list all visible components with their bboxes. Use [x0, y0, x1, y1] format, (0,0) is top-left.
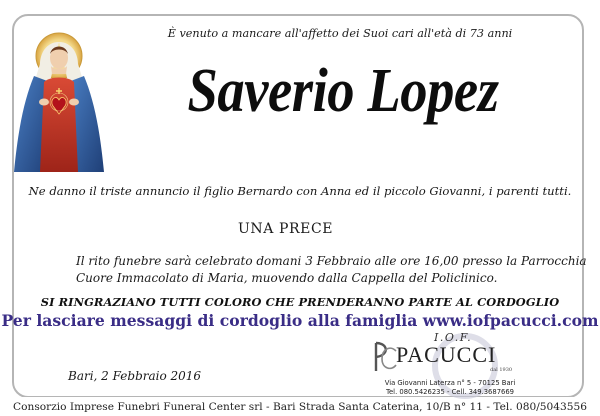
agency-address: Via Giovanni Laterza n° 5 - 70125 Bari	[384, 379, 516, 387]
agency-iof: I.O.F.	[434, 331, 473, 344]
intro-text: È venuto a mancare all'affetto dei Suoi cari all'età di 73 anni	[167, 27, 513, 40]
funeral-rite-text	[76, 253, 587, 287]
rite-line: Cuore Immacolato di Maria, muovendo dalla Cappella del Policlinico.	[76, 271, 498, 285]
place-and-date: Bari, 2 Febbraio 2016	[68, 369, 202, 383]
agency-contact	[370, 379, 530, 397]
agency-since: dal 1930	[490, 367, 513, 373]
condolence-messages-link[interactable]: Per lasciare messaggi di cordoglio alla famiglia www.iofpacucci.com	[1, 311, 599, 330]
announcement-text: Ne danno il triste annuncio il figlio Bernardo con Anna ed il piccolo Giovanni, i parenti tutti.	[28, 184, 572, 198]
agency-phones: Tel. 080.5426235 - Cell. 349.3687669	[386, 388, 514, 396]
prayer-heading: UNA PRECE	[238, 221, 334, 237]
deceased-name: Saverio Lopez	[187, 57, 499, 125]
agency-name: PACUCCI	[396, 342, 497, 367]
footer-text: Consorzio Imprese Funebri Funeral Center srl - Bari Strada Santa Caterina, 10/B n° 11 - Tel. 080/5043556	[13, 401, 587, 413]
sacred-heart-of-mary-image	[10, 30, 108, 172]
thanks-text: SI RINGRAZIANO TUTTI COLORO CHE PRENDERANNO PARTE AL CORDOGLIO	[40, 295, 560, 309]
rite-line: Il rito funebre sarà celebrato domani 3 Febbraio alle ore 16,00 presso la Parrocchia	[76, 254, 587, 268]
